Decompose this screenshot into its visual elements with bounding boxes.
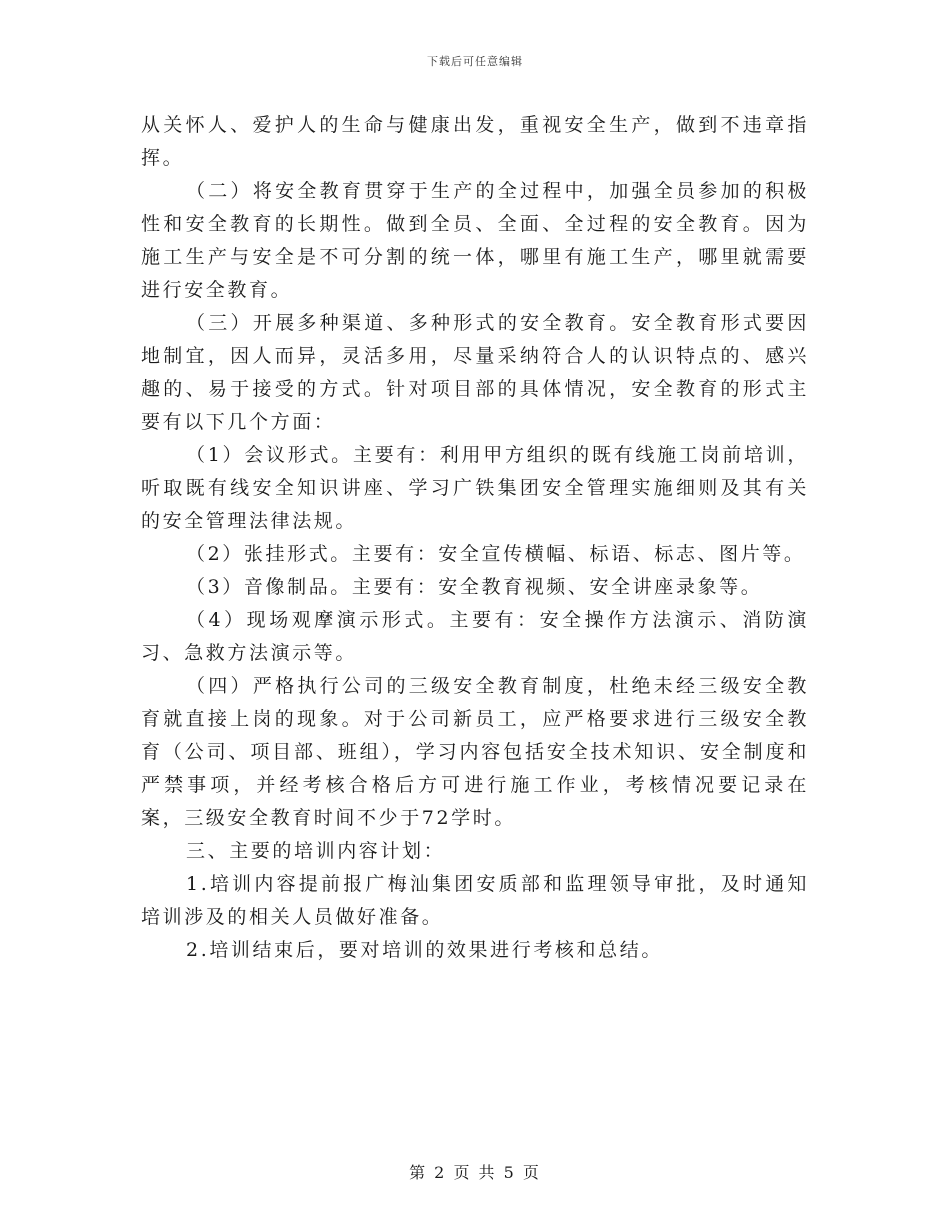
page-header: 下载后可任意编辑 [427,55,523,68]
paragraph-9: 三、主要的培训内容计划： [186,840,446,862]
paragraph-10: 1.培训内容提前报广梅汕集团安质部和监理领导审批，及时通知培训涉及的相关人员做好准备。 [141,873,809,928]
paragraph-4: （1）会议形式。主要有：利用甲方组织的既有线施工岗前培训，听取既有线安全知识讲座、学习广铁集团安全管理实施细则及其有关的安全管理法律法规。 [141,444,809,532]
paragraph-7: （4）现场观摩演示形式。主要有：安全操作方法演示、消防演习、急救方法演示等。 [141,609,809,664]
paragraph-6: （3）音像制品。主要有：安全教育视频、安全讲座录象等。 [186,576,763,598]
document-body [141,109,809,967]
paragraph-2: （二）将安全教育贯穿于生产的全过程中，加强全员参加的积极性和安全教育的长期性。做到全员、全面、全过程的安全教育。因为施工生产与安全是不可分割的统一体，哪里有施工生产，哪里就需要进行安全教育。 [141,180,809,301]
paragraph-11: 2.培训结束后，要对培训的效果进行考核和总结。 [186,939,663,961]
paragraph-5: （2）张挂形式。主要有：安全宣传横幅、标语、标志、图片等。 [186,543,806,565]
paragraph-3: （三）开展多种渠道、多种形式的安全教育。安全教育形式要因地制宜，因人而异，灵活多用，尽量采纳符合人的认识特点的、感兴趣的、易于接受的方式。针对项目部的具体情况，安全教育的形式主要有以下几个方面： [141,312,809,433]
page-number: 第 2 页 共 5 页 [409,1163,541,1182]
paragraph-8: （四）严格执行公司的三级安全教育制度，杜绝未经三级安全教育就直接上岗的现象。对于公司新员工，应严格要求进行三级安全教育（公司、项目部、班组），学习内容包括安全技术知识、安全制度和严禁事项，并经考核合格后方可进行施工作业，考核情况要记录在案，三级安全教育时间不少于72学时。 [141,675,809,829]
paragraph-1: 从关怀人、爱护人的生命与健康出发，重视安全生产，做到不违章指挥。 [141,114,809,169]
